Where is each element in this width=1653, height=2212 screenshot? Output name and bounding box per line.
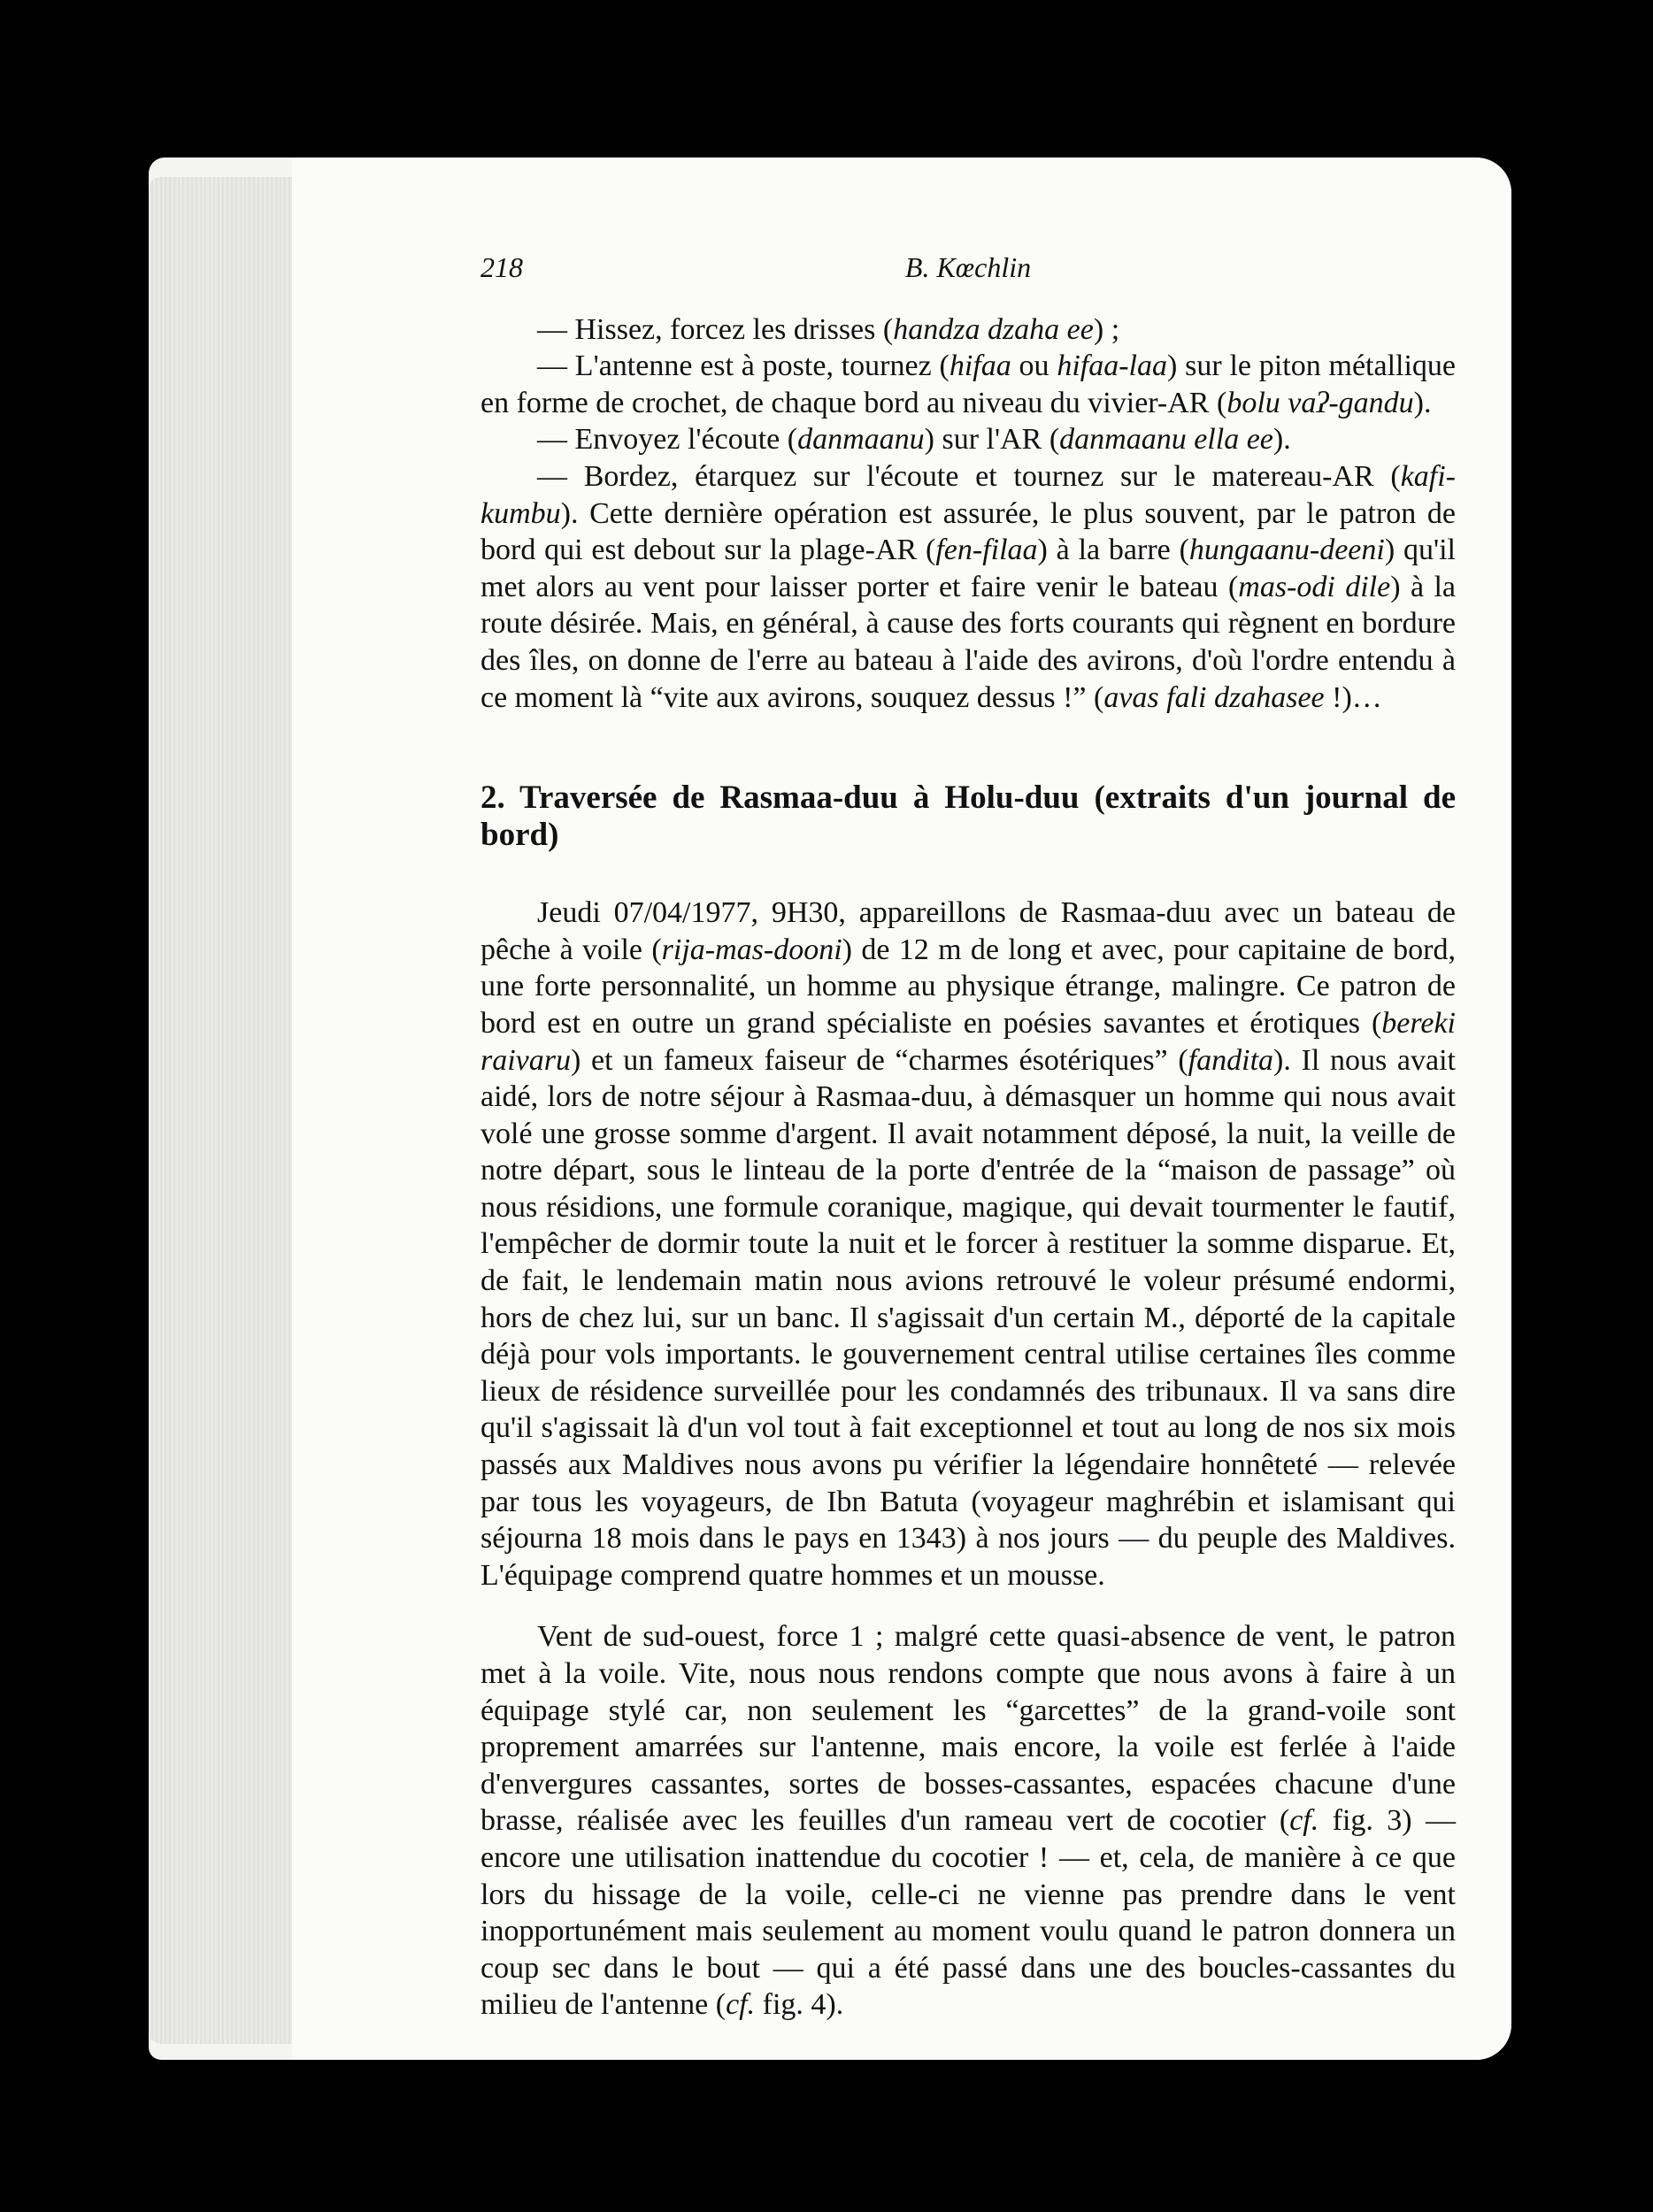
- dialogue-line: — Bordez, étarquez sur l'écoute et tournez sur le matereau-AR (kafi-kumbu). Cette dernière opération est assurée, le plus souvent, par le patron de bord qui est debout sur la plage-AR (fen-filaa) à la barre (hungaanu-deeni) qu'il met alors au vent pour laisser porter et faire venir le bateau (mas-odi dile) à la route désirée. Mais, en général, à cause des forts courants qui règnent en bordure des îles, on donne de l'erre au bateau à l'aide des avirons, d'où l'ordre entendu à ce moment là “vite aux avirons, souquez dessus !” (avas fali dzahasee !)…: [481, 459, 1456, 714]
- running-header-author: B. Kœchlin: [904, 251, 1032, 283]
- page-edges: [149, 177, 299, 2044]
- dialogue-list: [481, 311, 1456, 717]
- body-paragraph: Jeudi 07/04/1977, 9H30, appareillons de Rasmaa-duu avec un bateau de pêche à voile (rija-mas-dooni) de 12 m de long et avec, pour capitaine de bord, une forte personnalité, un homme au physique étrange, malingre. Ce patron de bord est en outre un grand spécialiste en poésies savantes et érotiques (bereki raivaru) et un fameux faiseur de “charmes ésotériques” (fandita). Il nous avait aidé, lors de notre séjour à Rasmaa-duu, à démasquer un homme qui nous avait volé une grosse somme d'argent. Il avait notamment déposé, la nuit, la veille de notre départ, sous le linteau de la porte d'entrée de la “maison de passage” où nous résidions, une formule coranique, magique, qui devait tourmenter le fautif, l'empêcher de dormir toute la nuit et le forcer à restituer la somme disparue. Et, de fait, le lendemain matin nous avions retrouvé le voleur présumé endormi, hors de chez lui, sur un banc. Il s'agissait d'un certain M., déporté de la capitale déjà pour vols importants. le gouvernement central utilise certaines îles comme lieux de résidence surveillée pour les condamnés des tribunaux. Il va sans dire qu'il s'agissait là d'un vol tout à fait exceptionnel et tout au long de nos six mois passés aux Maldives nous avons pu vérifier la légendaire honnêteté — relevée par tous les voyageurs, de Ibn Batuta (voyageur maghrébin et islamisant qui séjourna 18 mois dans le pays en 1343) à nos jours — du peuple des Maldives. L'équipage comprend quatre hommes et un mousse.: [481, 896, 1456, 1592]
- italic-term: hungaanu-deeni: [1188, 534, 1385, 567]
- italic-term: bereki raivaru: [481, 1006, 1456, 1077]
- italic-term: cf.: [726, 1988, 756, 2022]
- italic-term: avas fali dzahasee: [1103, 680, 1325, 714]
- body-paragraph: Vent de sud-ouest, force 1 ; malgré cette quasi-absence de vent, le patron met à la voile. Vite, nous nous rendons compte que nous avons à faire à un équipage stylé car, non seulement les “garcettes” de la grand-voile sont proprement amarrées sur l'antenne, mais encore, la voile est ferlée à l'aide d'envergures cassantes, sortes de bosses-cassantes, espacées chacune d'une brasse, réalisée avec les feuilles d'un rameau vert de cocotier (cf. fig. 3) — encore une utilisation inattendue du cocotier ! — et, cela, de manière à ce que lors du hissage de la voile, celle-ci ne vienne pas prendre dans le vent inopportunément mais seulement au moment voulu quand le patron donnera un coup sec dans le bout — qui a été passé dans une des boucles-cassantes du milieu de l'antenne (cf. fig. 4).: [481, 1620, 1457, 2022]
- dialogue-line: — L'antenne est à poste, tournez (hifaa ou hifaa-laa) sur le piton métallique en forme de crochet, de chaque bord au niveau du vivier-AR (bolu vaʔ-gandu).: [481, 349, 1457, 419]
- italic-term: cf.: [1289, 1804, 1319, 1838]
- italic-term: hifaa-laa: [1057, 349, 1167, 383]
- italic-term: fandita: [1188, 1043, 1274, 1077]
- italic-term: bolu vaʔ-gandu: [1226, 386, 1414, 419]
- italic-term: fen-filaa: [935, 534, 1038, 567]
- italic-term: rija-mas-dooni: [661, 933, 842, 966]
- dialogue-line: — Hissez, forcez les drisses (handza dzaha ee) ;: [537, 312, 1120, 346]
- italic-term: danmaanu ella ee: [1059, 423, 1273, 457]
- italic-term: mas-odi dile: [1238, 570, 1391, 603]
- page-number: 218: [481, 251, 523, 283]
- italic-term: hifaa: [949, 349, 1011, 383]
- page-text: [481, 250, 1456, 2024]
- section-heading: 2. Traversée de Rasmaa-duu à Holu-duu (extraits d'un journal de bord): [481, 780, 1456, 854]
- italic-term: danmaanu: [797, 423, 925, 457]
- dialogue-line: — Envoyez l'écoute (danmaanu) sur l'AR (danmaanu ella ee).: [537, 423, 1291, 457]
- body-text: [481, 895, 1456, 2024]
- italic-term: kafi-kumbu: [481, 459, 1456, 530]
- italic-term: handza dzaha ee: [893, 312, 1094, 346]
- running-header: [481, 250, 1456, 287]
